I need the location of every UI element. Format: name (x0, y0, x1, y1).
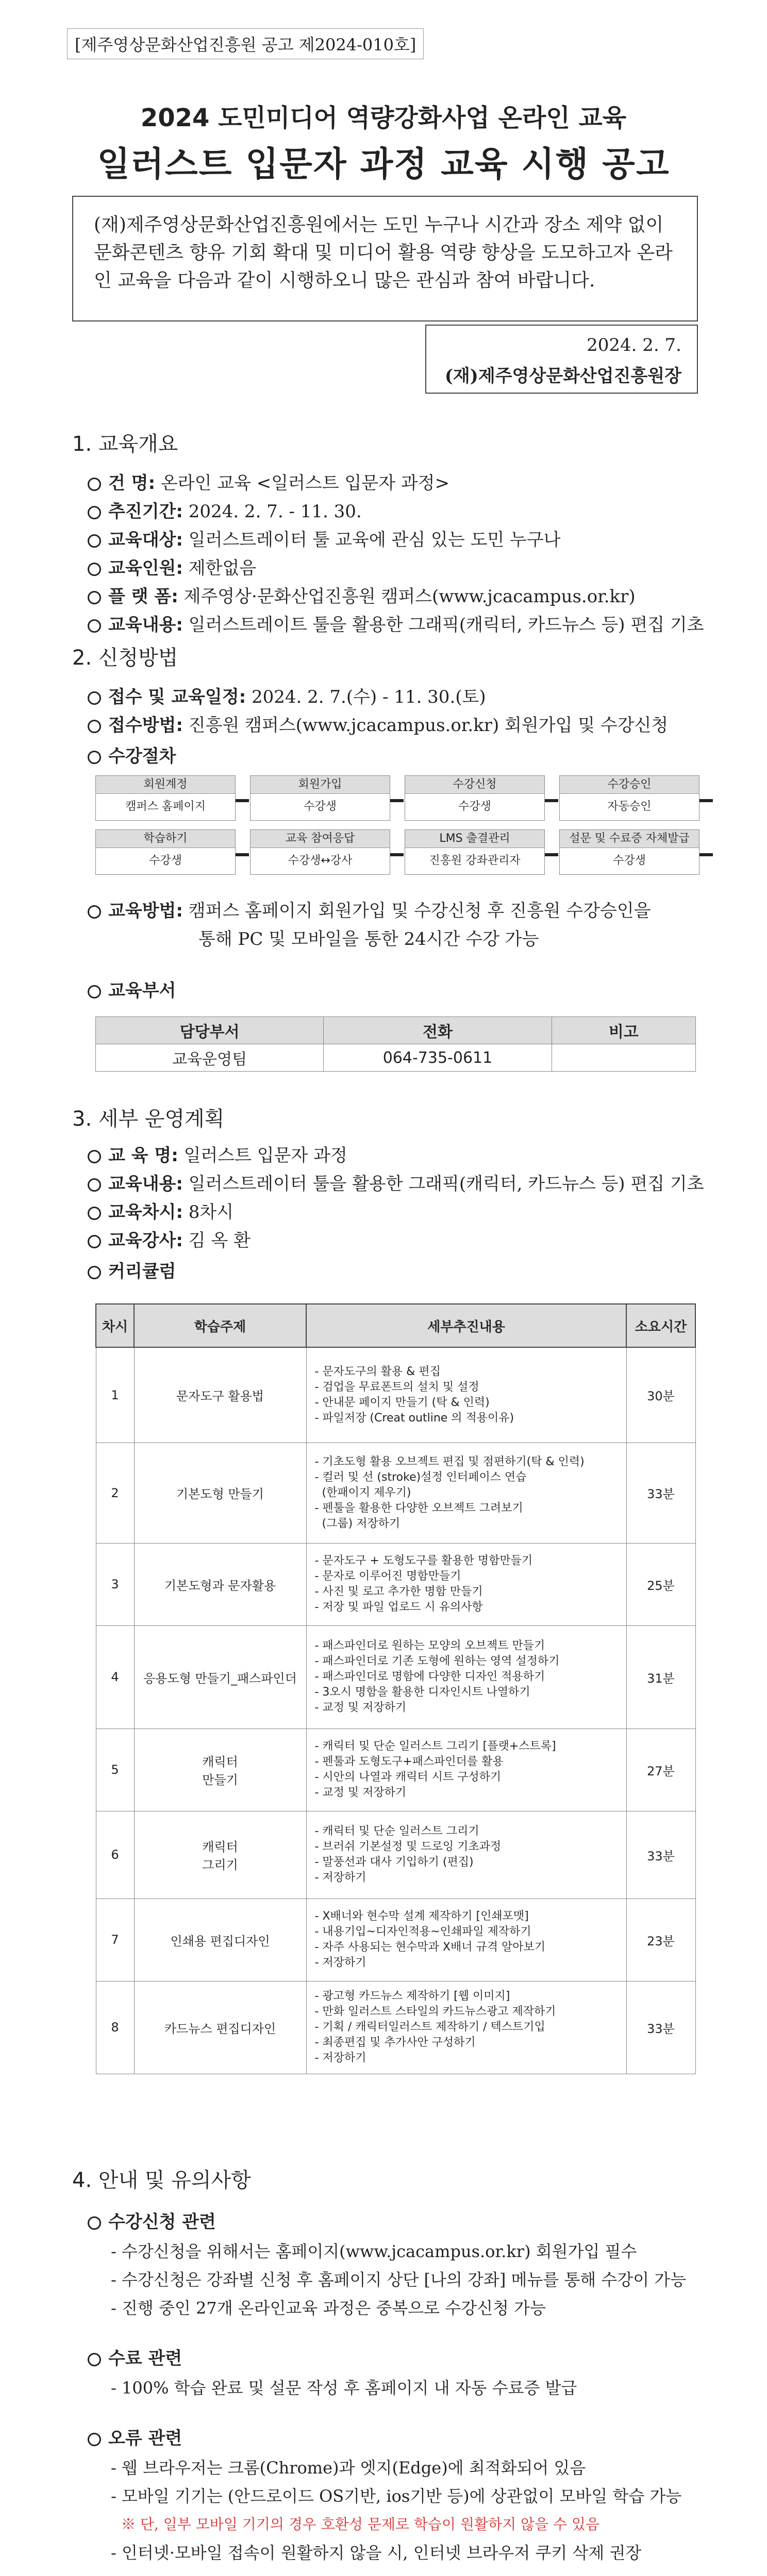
curriculum-detail-line: - 파일저장 (Creat outline 의 적용이유) (314, 1411, 514, 1425)
info-value: 일러스트 입문자 과정 (178, 1145, 347, 1166)
info-label: 교육인원: (108, 558, 183, 579)
info-value: 2024. 2. 7. - 11. 30. (182, 501, 362, 522)
dash-icon (236, 799, 249, 802)
process-step-title: 회원가입 (251, 776, 390, 794)
curriculum-header: 소요시간 (626, 1304, 695, 1347)
curriculum-detail-line: - 저장하기 (314, 1956, 366, 1969)
dash-icon (699, 853, 713, 856)
warning-note: ※ 단, 일부 모바일 기기의 경우 호환성 문제로 학습이 원활하지 않을 수 있음 (121, 2516, 600, 2533)
info-value: 제한없음 (182, 558, 257, 579)
curriculum-detail-line: - 안내문 페이지 만들기 (탁 & 인력) (314, 1396, 490, 1409)
notice-line: - 진행 중인 27개 온라인교육 과정은 중복으로 수강신청 가능 (111, 2298, 546, 2318)
curriculum-detail-line: - 자주 사용되는 현수막과 X배너 규격 알아보기 (314, 1941, 546, 1954)
notice-line: - 100% 학습 완료 및 설문 작성 후 홈페이지 내 자동 수료증 발급 (111, 2378, 577, 2398)
dept-header: 담당부서 (96, 1017, 324, 1044)
section-title: 3. 세부 운영계획 (72, 1107, 225, 1131)
dash-icon (390, 853, 404, 856)
dash-icon (545, 853, 558, 856)
info-value: 2024. 2. 7.(수) - 11. 30.(토) (246, 687, 486, 707)
session-topic: 응용도형 만들기_패스파인더 (134, 1625, 306, 1728)
session-topic: 카드뉴스 편집디자인 (134, 1981, 306, 2074)
section-title: 4. 안내 및 유의사항 (72, 2168, 251, 2192)
info-label: 수강절차 (108, 746, 176, 767)
curriculum-detail-line: - X배너와 현수막 설계 제작하기 [인쇄포맷] (314, 1910, 529, 1923)
session-duration: 31분 (626, 1625, 695, 1728)
curriculum-header: 차시 (96, 1304, 134, 1347)
info-value: 일러스트레이터 툴 교육에 관심 있는 도민 누구나 (182, 530, 561, 550)
curriculum-detail-line: - 말풍선과 대사 기입하기 (편집) (314, 1856, 474, 1869)
info-label: 교 육 명: (108, 1145, 178, 1166)
process-step-actor: 캠퍼스 홈페이지 (125, 800, 206, 813)
info-value: 8차시 (182, 1202, 234, 1223)
dept-header: 전화 (324, 1017, 552, 1044)
session-topic: 문자도구 활용법 (134, 1347, 306, 1443)
process-step-title: 교육 참여응답 (251, 830, 390, 848)
info-line (88, 683, 486, 708)
info-value: 제주영상·문화산업진흥원 캠퍼스(www.jcacampus.or.kr) (178, 586, 636, 607)
process-step-actor: 자동승인 (607, 800, 652, 813)
info-line (88, 582, 636, 607)
info-line (88, 497, 362, 522)
circle-bullet-icon (88, 619, 101, 633)
circle-bullet-icon (88, 1207, 101, 1220)
curriculum-detail-line: - 패스파인더로 원하는 모양의 오브젝트 만들기 (314, 1639, 545, 1652)
process-step (250, 829, 390, 875)
session-number: 8 (96, 1981, 134, 2074)
session-number: 3 (96, 1543, 134, 1625)
curriculum-detail-line: (한패이지 제우기) (314, 1486, 411, 1499)
session-duration: 30분 (626, 1347, 695, 1443)
process-step (559, 829, 699, 875)
curriculum-header: 학습주제 (134, 1304, 306, 1347)
info-line (88, 1141, 347, 1166)
circle-bullet-icon (88, 2433, 101, 2446)
notice-heading: 수강신청 관련 (88, 2208, 216, 2233)
curriculum-detail-line: - 사진 및 로고 추가한 명함 만들기 (314, 1585, 483, 1598)
session-number: 6 (96, 1811, 134, 1899)
date-box (425, 325, 698, 394)
curriculum-detail-line: - 문자도구의 활용 & 편집 (314, 1365, 441, 1378)
session-duration: 33분 (626, 1811, 695, 1899)
notice-title: 일러스트 입문자 과정 교육 시행 공고 (97, 144, 670, 184)
circle-bullet-icon (88, 905, 101, 919)
info-value: 온라인 교육 <일러스트 입문자 과정> (155, 473, 449, 494)
circle-bullet-icon (88, 1178, 101, 1192)
session-details (306, 1443, 626, 1543)
session-number: 2 (96, 1443, 134, 1543)
process-step (405, 829, 545, 875)
info-line (88, 469, 449, 494)
curriculum-header: 세부추진내용 (306, 1304, 626, 1347)
info-label: 교육차시: (108, 1202, 183, 1223)
curriculum-detail-line: - 펜툴을 활용한 다양한 오브젝트 그려보기 (314, 1501, 523, 1515)
info-line (88, 554, 256, 579)
curriculum-detail-line: - 만화 일러스트 스타일의 카드뉴스광고 제작하기 (314, 2005, 556, 2018)
curriculum-detail-line: - 패스파인더로 기존 도형에 원하는 영역 설정하기 (314, 1655, 560, 1668)
process-step (95, 829, 236, 875)
circle-bullet-icon (88, 720, 101, 733)
session-details (306, 1728, 626, 1811)
info-label: 교육대상: (108, 530, 183, 550)
session-topic: 기본도형 만들기 (134, 1443, 306, 1543)
dept-cell (552, 1044, 695, 1072)
process-step-actor: 수강생 (149, 854, 182, 867)
process-step-title: 회원계정 (96, 776, 235, 794)
info-label: 커리큘럼 (108, 1261, 176, 1282)
curriculum-detail-line: - 교정 및 저장하기 (314, 1786, 407, 1799)
info-label: 추진기간: (108, 501, 183, 522)
curriculum-row (96, 1543, 695, 1625)
info-label: 교육내용: (108, 1174, 183, 1194)
section-title: 2. 신청방법 (72, 646, 178, 670)
process-step-title: 학습하기 (96, 830, 235, 848)
curriculum-detail-line: - 저장하기 (314, 1871, 366, 1884)
process-step (95, 775, 236, 821)
session-details (306, 1899, 626, 1981)
info-label: 교육강사: (108, 1230, 183, 1251)
circle-bullet-icon (88, 506, 101, 519)
curriculum-row (96, 1981, 695, 2074)
circle-bullet-icon (88, 534, 101, 548)
process-step-title: 수강승인 (560, 776, 699, 794)
curriculum-detail-line: - 3오시 명함을 활용한 디자인시트 나열하기 (314, 1686, 530, 1699)
dept-cell: 교육운영팀 (96, 1044, 324, 1072)
circle-bullet-icon (88, 478, 101, 491)
curriculum-row (96, 1899, 695, 1981)
session-details (306, 1981, 626, 2074)
dash-icon (545, 799, 558, 802)
dept-header: 비고 (552, 1017, 695, 1044)
curriculum-row (96, 1443, 695, 1543)
curriculum-row (96, 1347, 695, 1443)
process-step-actor: 수강생 (304, 800, 337, 813)
info-line (88, 1226, 251, 1251)
circle-bullet-icon (88, 985, 101, 998)
process-step-title: 수강신청 (405, 776, 544, 794)
dept-label-line: 교육부서 (88, 976, 176, 1002)
notice-line: - 인터넷·모바일 접속이 원활하지 않을 시, 인터넷 브라우저 쿠키 삭제 권장 (111, 2543, 642, 2563)
process-step-actor: 수강생↔강사 (288, 854, 353, 867)
session-number: 4 (96, 1625, 134, 1728)
notice-line: - 수강신청은 강좌별 신청 후 홈페이지 상단 [나의 강좌] 메뉴를 통해 수강이 가능 (111, 2270, 687, 2290)
session-duration: 27분 (626, 1728, 695, 1811)
method-line-2: 통해 PC 및 모바일을 통한 24시간 수강 가능 (198, 929, 539, 950)
curriculum-detail-line: - 패스파인더로 명함에 다양한 디자인 적용하기 (314, 1670, 545, 1683)
info-line (88, 1170, 704, 1195)
info-value: 일러스트레이트 툴을 활용한 그래픽(캐릭터, 카드뉴스 등) 편집 기초 (182, 615, 704, 635)
notice-line: - 모바일 기기는 (안드로이드 OS기반, ios기반 등)에 상관없이 모바일 학습 가능 (111, 2486, 682, 2506)
curriculum-detail-line: - 최종편집 및 추가사안 구성하기 (314, 2036, 476, 2049)
circle-bullet-icon (88, 1150, 101, 1163)
notice-date: 2024. 2. 7. (587, 335, 681, 355)
curriculum-detail-line: - 캐릭터 및 단순 일러스트 그리기 (314, 1825, 479, 1838)
session-topic: 캐릭터 만들기 (134, 1728, 306, 1811)
curriculum-row (96, 1625, 695, 1728)
curriculum-detail-line: - 검업을 무료폰트의 설치 및 설정 (314, 1380, 479, 1394)
curriculum-detail-line: - 광고형 카드뉴스 제작하기 [웹 이미지] (314, 1990, 510, 2003)
circle-bullet-icon (88, 691, 101, 705)
session-duration: 25분 (626, 1543, 695, 1625)
process-step-actor: 수강생 (458, 800, 491, 813)
dash-icon (390, 799, 404, 802)
info-line (88, 526, 561, 551)
curriculum-detail-line: (그룹) 저장하기 (314, 1517, 401, 1530)
session-number: 1 (96, 1347, 134, 1443)
info-value: 김 옥 환 (182, 1230, 251, 1251)
curriculum-detail-line: - 저장하기 (314, 2052, 366, 2064)
process-step (405, 775, 545, 821)
info-label: 플 랫 폼: (108, 586, 178, 607)
curriculum-detail-line: - 기획 / 캐릭터일러스트 제작하기 / 텍스트기입 (314, 2021, 545, 2033)
info-value: 진흥원 캠퍼스(www.jcacampus.or.kr) 회원가입 및 수강신청 (182, 715, 669, 736)
dash-icon (236, 853, 249, 856)
curriculum-detail-line: - 교정 및 저장하기 (314, 1701, 407, 1714)
circle-bullet-icon (88, 2353, 101, 2366)
info-label: 교육내용: (108, 615, 183, 635)
curriculum-detail-line: - 브러쉬 기본설정 및 드로잉 기초과정 (314, 1840, 502, 1853)
session-details (306, 1543, 626, 1625)
curriculum-detail-line: - 내용기입~디자인적용~인쇄파일 제작하기 (314, 1925, 531, 1938)
info-line (88, 611, 704, 636)
notice-heading: 오류 관련 (88, 2424, 182, 2449)
curriculum-table (95, 1303, 696, 2074)
dept-table (95, 1016, 696, 1072)
intro-text: (재)제주영상문화산업진흥원에서는 도민 누구나 시간과 장소 제약 없이 문화콘텐츠 향유 기회 확대 및 미디어 활용 역량 향상을 도모하고자 온라인 교육을 다음과 같이 시행하오니 많은 관심과 참여 바랍니다. (94, 214, 673, 291)
notice-serial: [제주영상문화산업진흥원 공고 제2024-010호] (67, 28, 424, 59)
process-step-actor: 진흥원 강좌관리자 (429, 854, 521, 867)
info-label: 접수방법: (108, 715, 183, 736)
notice-line: - 웹 브라우저는 크롬(Chrome)과 엣지(Edge)에 최적화되어 있음 (111, 2458, 586, 2478)
dash-icon (699, 799, 713, 802)
curriculum-detail-line: - 문자도구 + 도형도구를 활용한 명함만들기 (314, 1554, 533, 1567)
session-duration: 23분 (626, 1899, 695, 1981)
curriculum-row (96, 1811, 695, 1899)
curriculum-detail-line: - 문자로 이루어진 명함만들기 (314, 1570, 461, 1583)
session-number: 5 (96, 1728, 134, 1811)
circle-bullet-icon (88, 1235, 101, 1248)
session-number: 7 (96, 1899, 134, 1981)
process-step (559, 775, 699, 821)
info-line (88, 1257, 176, 1282)
session-duration: 33분 (626, 1443, 695, 1543)
circle-bullet-icon (88, 591, 101, 604)
process-step-title: 설문 및 수료증 자체발급 (560, 830, 699, 848)
session-details (306, 1347, 626, 1443)
curriculum-detail-line: - 기초도형 활용 오브젝트 편집 및 점편하기(탁 & 인력) (314, 1455, 585, 1468)
dept-cell: 064-735-0611 (324, 1044, 552, 1072)
notice-org: (재)제주영상문화산업진흥원장 (444, 366, 681, 386)
process-step-actor: 수강생 (613, 854, 646, 867)
circle-bullet-icon (88, 563, 101, 576)
info-line (88, 1198, 234, 1223)
info-label: 건 명: (108, 473, 156, 494)
curriculum-row (96, 1728, 695, 1811)
curriculum-detail-line: - 캐릭터 및 단순 일러스트 그리기 [플랫+스트록] (314, 1740, 556, 1753)
notice-line: - 수강신청을 위해서는 홈페이지(www.jcacampus.or.kr) 회원가입 필수 (111, 2242, 637, 2261)
circle-bullet-icon (88, 751, 101, 764)
method-line: 교육방법: 캠퍼스 홈페이지 회원가입 및 수강신청 후 진흥원 수강승인을 (88, 896, 651, 922)
intro-box (72, 196, 698, 321)
info-line (88, 711, 668, 736)
section-title: 1. 교육개요 (72, 432, 178, 456)
session-topic: 캐릭터 그리기 (134, 1811, 306, 1899)
curriculum-detail-line: - 저장 및 파일 업로드 시 유의사항 (314, 1601, 483, 1614)
session-duration: 33분 (626, 1981, 695, 2074)
info-line (88, 742, 176, 767)
notice-heading: 수료 관련 (88, 2344, 182, 2369)
curriculum-detail-line: - 컬러 및 선 (stroke)설정 인터페이스 연습 (314, 1470, 527, 1484)
notice-supertitle: 2024 도민미디어 역량강화사업 온라인 교육 (140, 104, 627, 132)
circle-bullet-icon (88, 1266, 101, 1279)
info-value: 일러스트레이터 툴을 활용한 그래픽(캐릭터, 카드뉴스 등) 편집 기초 (182, 1174, 704, 1194)
session-details (306, 1625, 626, 1728)
info-label: 접수 및 교육일정: (108, 687, 246, 707)
session-topic: 인쇄용 편집디자인 (134, 1899, 306, 1981)
curriculum-detail-line: - 시안의 나열과 캐릭터 시트 구성하기 (314, 1771, 502, 1784)
process-step-title: LMS 출결관리 (405, 830, 544, 848)
process-step (250, 775, 390, 821)
curriculum-detail-line: - 펜툴과 도형도구+패스파인더를 활용 (314, 1755, 504, 1768)
session-topic: 기본도형과 문자활용 (134, 1543, 306, 1625)
session-details (306, 1811, 626, 1899)
circle-bullet-icon (88, 2216, 101, 2230)
